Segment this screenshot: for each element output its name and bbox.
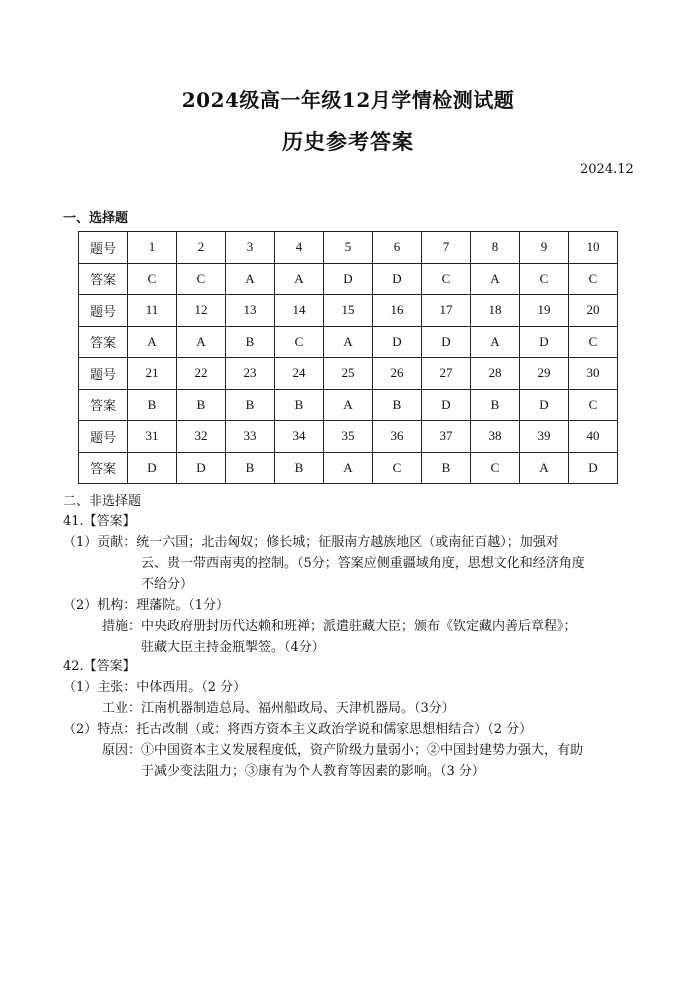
- q42-p2-text: 江南机器制造总局、福州船政局、天津机器局。（3分）: [141, 701, 455, 716]
- table-cell: D: [128, 452, 177, 484]
- table-row: [79, 389, 618, 421]
- table-row: [79, 326, 618, 358]
- table-cell: D: [324, 263, 373, 295]
- table-cell: 39: [520, 421, 569, 453]
- table-cell: A: [324, 326, 373, 358]
- table-cell: 9: [520, 232, 569, 264]
- row-label: 题号: [79, 232, 128, 264]
- table-cell: 27: [422, 358, 471, 390]
- table-cell: 24: [275, 358, 324, 390]
- table-cell: D: [520, 326, 569, 358]
- table-cell: B: [373, 389, 422, 421]
- table-cell: 37: [422, 421, 471, 453]
- table-cell: D: [373, 326, 422, 358]
- table-row: [79, 232, 618, 264]
- table-cell: A: [226, 263, 275, 295]
- table-cell: 7: [422, 232, 471, 264]
- table-cell: 20: [569, 295, 618, 327]
- table-cell: B: [275, 452, 324, 484]
- date-label: 2024.12: [580, 162, 634, 177]
- table-cell: 12: [177, 295, 226, 327]
- table-cell: B: [177, 389, 226, 421]
- table-cell: A: [128, 326, 177, 358]
- table-cell: A: [471, 263, 520, 295]
- q42-heading: 42.【答案】: [63, 659, 136, 674]
- table-cell: B: [422, 452, 471, 484]
- table-cell: C: [422, 263, 471, 295]
- table-cell: 25: [324, 358, 373, 390]
- table-row: [79, 295, 618, 327]
- section-choice-heading: 一、选择题: [63, 211, 129, 226]
- table-cell: 31: [128, 421, 177, 453]
- table-cell: 13: [226, 295, 275, 327]
- table-cell: 23: [226, 358, 275, 390]
- table-cell: 35: [324, 421, 373, 453]
- row-label: 答案: [79, 326, 128, 358]
- table-row: [79, 263, 618, 295]
- table-cell: 16: [373, 295, 422, 327]
- table-cell: 30: [569, 358, 618, 390]
- table-cell: C: [373, 452, 422, 484]
- q41-p2-label: （2）机构：: [63, 598, 137, 613]
- table-row: [79, 421, 618, 453]
- table-cell: B: [128, 389, 177, 421]
- page-subtitle: 历史参考答案: [282, 129, 414, 154]
- table-cell: 26: [373, 358, 422, 390]
- row-label: 题号: [79, 358, 128, 390]
- table-cell: 1: [128, 232, 177, 264]
- table-cell: C: [520, 263, 569, 295]
- table-cell: 11: [128, 295, 177, 327]
- q41-p3-text-cont: 驻藏大臣主持金瓶掣签。（4分）: [141, 640, 325, 655]
- table-cell: A: [520, 452, 569, 484]
- table-cell: 3: [226, 232, 275, 264]
- answer-table: [78, 231, 618, 484]
- q41-p2-text: 理藩院。（1分）: [136, 598, 230, 613]
- table-cell: C: [128, 263, 177, 295]
- table-cell: B: [226, 326, 275, 358]
- q42-p2-label: 工业：: [102, 701, 142, 716]
- q42-p4-text-cont: 于减少变法阻力；③康有为个人教育等因素的影响。（3 分）: [141, 764, 485, 779]
- table-cell: C: [569, 326, 618, 358]
- section-nonchoice-heading: 二、非选择题: [63, 494, 142, 509]
- q41-p3-label: 措施：: [102, 619, 142, 634]
- q41-p1-text-cont: 云、贵一带西南夷的控制。（5分；答案应侧重疆域角度，思想文化和经济角度: [141, 556, 585, 571]
- q42-answer: [63, 656, 663, 782]
- q42-p4-label: 原因：: [102, 743, 142, 758]
- table-row: [79, 452, 618, 484]
- table-cell: 29: [520, 358, 569, 390]
- table-cell: D: [422, 389, 471, 421]
- table-cell: 38: [471, 421, 520, 453]
- table-cell: A: [471, 326, 520, 358]
- table-cell: 14: [275, 295, 324, 327]
- q42-p3-label: （2）特点：: [63, 722, 137, 737]
- row-label: 题号: [79, 421, 128, 453]
- table-cell: 6: [373, 232, 422, 264]
- table-cell: 21: [128, 358, 177, 390]
- table-cell: 8: [471, 232, 520, 264]
- table-cell: 40: [569, 421, 618, 453]
- q41-p1-text-cont2: 不给分）: [141, 577, 194, 592]
- q41-answer: [63, 511, 663, 658]
- table-cell: D: [373, 263, 422, 295]
- table-cell: 18: [471, 295, 520, 327]
- table-cell: A: [324, 452, 373, 484]
- table-cell: 33: [226, 421, 275, 453]
- table-cell: 17: [422, 295, 471, 327]
- table-cell: 32: [177, 421, 226, 453]
- table-cell: A: [324, 389, 373, 421]
- table-cell: D: [520, 389, 569, 421]
- table-cell: B: [226, 389, 275, 421]
- row-label: 答案: [79, 263, 128, 295]
- table-cell: D: [569, 452, 618, 484]
- table-cell: 5: [324, 232, 373, 264]
- table-cell: C: [569, 389, 618, 421]
- q41-p3-text: 中央政府册封历代达赖和班禅；派遣驻藏大臣；颁布《钦定藏内善后章程》；: [141, 619, 577, 634]
- table-cell: D: [422, 326, 471, 358]
- table-row: [79, 358, 618, 390]
- table-cell: C: [569, 263, 618, 295]
- table-cell: C: [177, 263, 226, 295]
- page-title: 2024级高一年级12月学情检测试题: [181, 88, 515, 112]
- table-cell: B: [471, 389, 520, 421]
- q42-p1-text: 中体西用。（2 分）: [136, 680, 247, 695]
- q41-p1-label: （1）贡献：: [63, 535, 137, 550]
- table-cell: B: [226, 452, 275, 484]
- q42-p1-label: （1）主张：: [63, 680, 137, 695]
- q42-p4-text: ①中国资本主义发展程度低，资产阶级力量弱小；②中国封建势力强大，有助: [141, 743, 584, 758]
- q42-p3-text: 托古改制（或：将西方资本主义政治学说和儒家思想相结合）（2 分）: [136, 722, 533, 737]
- row-label: 题号: [79, 295, 128, 327]
- table-cell: D: [177, 452, 226, 484]
- table-cell: 4: [275, 232, 324, 264]
- table-cell: 15: [324, 295, 373, 327]
- table-cell: 19: [520, 295, 569, 327]
- q41-heading: 41.【答案】: [63, 514, 136, 529]
- table-cell: 2: [177, 232, 226, 264]
- row-label: 答案: [79, 389, 128, 421]
- q41-p1-text: 统一六国；北击匈奴；修长城；征服南方越族地区（或南征百越）；加强对: [136, 535, 559, 550]
- table-cell: 22: [177, 358, 226, 390]
- row-label: 答案: [79, 452, 128, 484]
- table-cell: 36: [373, 421, 422, 453]
- table-cell: C: [471, 452, 520, 484]
- table-cell: B: [275, 389, 324, 421]
- table-cell: 10: [569, 232, 618, 264]
- table-cell: 28: [471, 358, 520, 390]
- table-cell: 34: [275, 421, 324, 453]
- table-cell: A: [275, 263, 324, 295]
- table-cell: C: [275, 326, 324, 358]
- table-cell: A: [177, 326, 226, 358]
